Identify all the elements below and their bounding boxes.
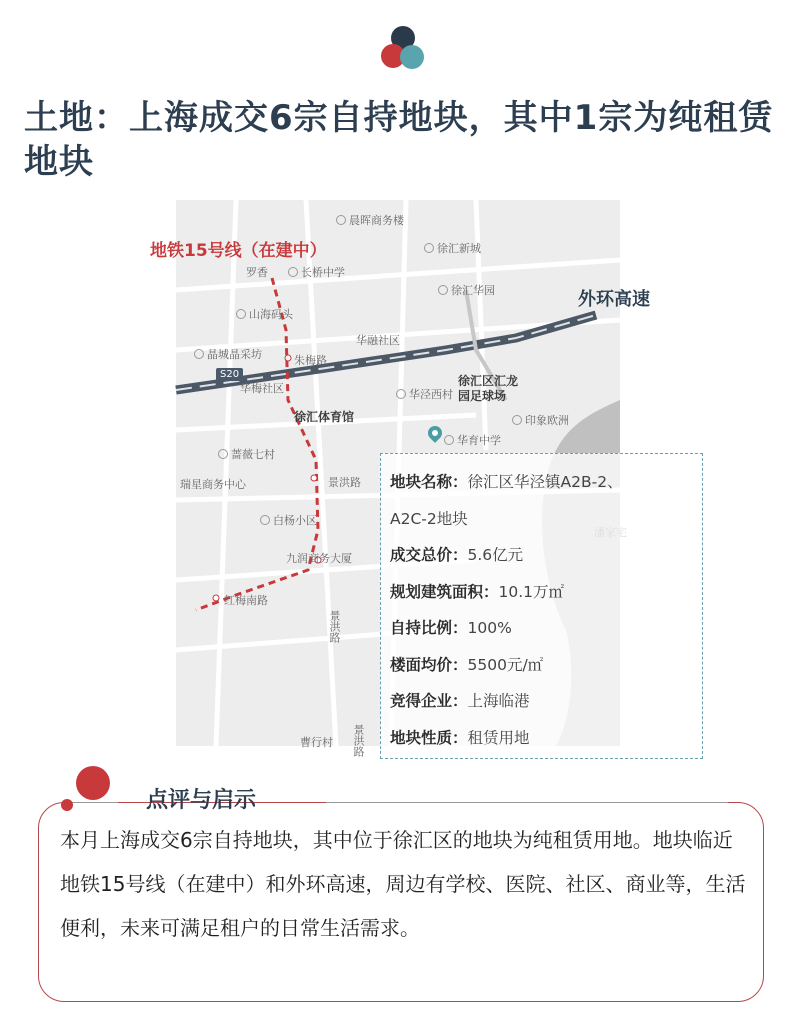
place-label: 罗香 (246, 266, 268, 279)
info-row: 地块名称：徐汇区华泾镇A2B-2、 (390, 473, 623, 491)
place-label: 景洪路 (328, 476, 361, 489)
comment-text: 本月上海成交6宗自持地块，其中位于徐汇区的地块为纯租赁用地。地块临近地铁15号线（在建中）和外环高速，周边有学校、医院、社区、商业等，生活便利，未来可满足租户的日常生活需求。 (60, 828, 746, 940)
parcel-info-panel (380, 453, 703, 759)
place-label: 长桥中学 (288, 264, 345, 280)
info-row: 自持比例：100% (390, 619, 512, 637)
metro-line-label: 地铁15号线（在建中） (150, 241, 327, 261)
place-label: 朱梅路 (294, 354, 327, 367)
comment-title: 点评与启示 (146, 788, 257, 813)
ring-road-label: 外环高速 (578, 289, 650, 310)
place-label: 九润商务大厦 (286, 552, 352, 565)
place-label: 蔷薇七村 (218, 446, 275, 462)
info-row: 成交总价：5.6亿元 (390, 546, 524, 564)
place-label: 山海码头 (236, 306, 293, 322)
place-label: 华育中学 (444, 432, 501, 448)
place-label: 徐汇区汇龙园足球场 (458, 374, 519, 403)
info-row: 竞得企业：上海临港 (390, 692, 530, 710)
divider (326, 802, 728, 803)
place-label: 景洪路 (352, 724, 365, 757)
page-title: 土地：上海成交6宗自持地块，其中1宗为纯租赁地块 (24, 98, 774, 182)
comment-small-dot-icon (61, 799, 73, 811)
place-label: 华泾西村 (396, 386, 453, 402)
place-label: 白杨小区 (260, 512, 317, 528)
info-row: A2C-2地块 (390, 509, 468, 528)
place-label: 晶城晶采坊 (194, 346, 262, 362)
place-label: 徐汇体育馆 (294, 410, 355, 424)
place-label: 景洪路 (328, 610, 341, 643)
comment-dot-icon (76, 766, 110, 800)
place-label: 瑞星商务中心 (180, 478, 246, 491)
place-label: 徐汇华园 (438, 282, 495, 298)
info-row: 楼面均价：5500元/㎡ (390, 655, 544, 674)
logo-dots (378, 26, 428, 72)
place-label: 华融社区 (356, 334, 400, 347)
place-label: 晨晖商务楼 (336, 212, 404, 228)
info-row: 地块性质：租赁用地 (390, 728, 530, 747)
info-row: 规划建筑面积：10.1万㎡ (390, 582, 565, 601)
s20-shield: S20 (216, 368, 243, 381)
place-label: 徐汇新城 (424, 240, 481, 256)
place-label: 印象欧洲 (512, 412, 569, 428)
place-label: 曹行村 (300, 736, 333, 749)
place-label: 华梅社区 (240, 382, 284, 395)
place-label: 红梅南路 (224, 594, 268, 607)
